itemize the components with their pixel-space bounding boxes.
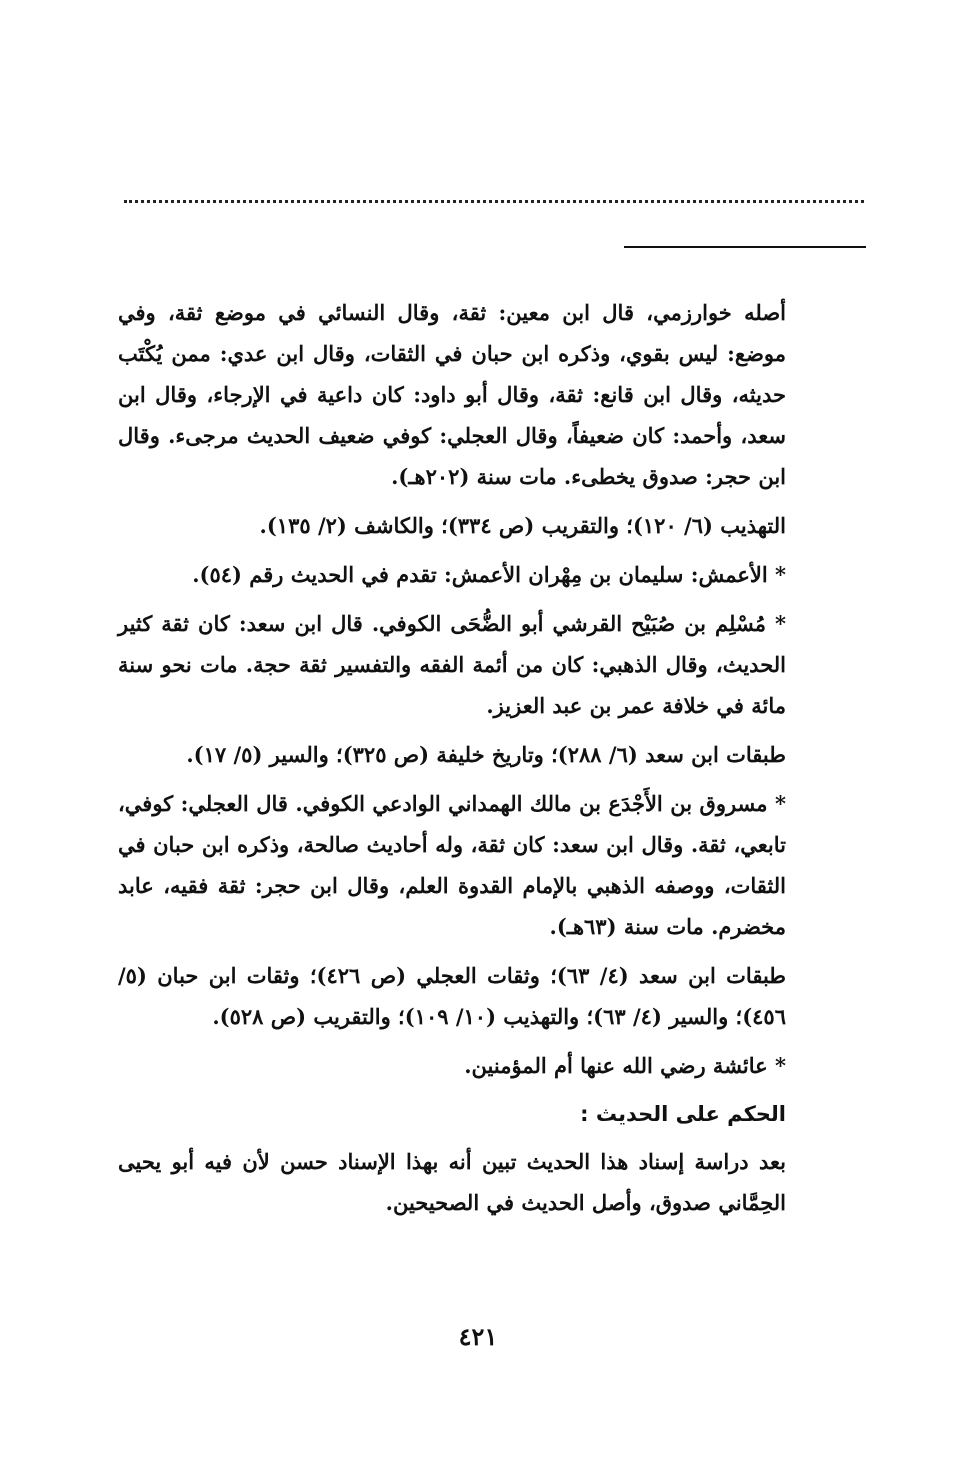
conclusion-paragraph: بعد دراسة إسناد هذا الحديث تبين أنه بهذا الإسناد حسن لأن فيه أبو يحيى الحِمَّاني صدوق، وأصل الحديث في الصحيحين.: [118, 1149, 786, 1215]
narrator-entry-muslim: * مُسْلِم بن صُبَيْح القرشي أبو الضُّحَى الكوفي. قال ابن سعد: كان ثقة كثير الحديث، وقال الذهبي: كان من أئمة الفقه والتفسير ثقة حجة. مات نحو سنة مائة في خلافة عمر بن عبد العزيز.: [118, 611, 786, 718]
narrator-entry-amash: * الأعمش: سليمان بن مِهْران الأعمش: تقدم في الحديث رقم (٥٤).: [192, 562, 786, 587]
main-text: [118, 292, 786, 1231]
references-paragraph: طبقات ابن سعد (٤/ ٦٣)؛ وثقات العجلي (ص ٤٢٦)؛ وثقات ابن حبان (٥/ ٤٥٦)؛ والسير (٤/ ٦٣)؛ والتهذيب (١٠/ ١٠٩)؛ والتقريب (ص ٥٢٨).: [118, 963, 786, 1029]
section-heading: الحكم على الحديث :: [580, 1102, 786, 1126]
narrator-entry-aisha: * عائشة رضي الله عنها أم المؤمنين.: [464, 1053, 786, 1078]
narrator-entry-masruq: * مسروق بن الأَجْدَع بن مالك الهمداني الوادعي الكوفي. قال العجلي: كوفي، تابعي، ثقة. وقال ابن سعد: كان ثقة، وله أحاديث صالحة، وذكره ابن حبان في الثقات، ووصفه الذهبي بالإمام القدوة العلم، وقال ابن حجر: ثقة فقيه، عابد مخضرم. مات سنة (٦٣هـ).: [118, 791, 786, 939]
dotted-separator: [124, 200, 864, 213]
page-number: ٤٢١: [458, 1322, 498, 1351]
footnote-rule: [624, 246, 866, 248]
references-paragraph: التهذيب (٦/ ١٢٠)؛ والتقريب (ص ٣٣٤)؛ والكاشف (٢/ ١٣٥).: [259, 513, 786, 538]
references-paragraph: طبقات ابن سعد (٦/ ٢٨٨)؛ وتاريخ خليفة (ص ٣٢٥)؛ والسير (٥/ ١٧).: [186, 742, 786, 767]
narrator-bio-paragraph: أصله خوارزمي، قال ابن معين: ثقة، وقال النسائي في موضع ثقة، وفي موضع: ليس بقوي، وذكره ابن حبان في الثقات، وقال ابن عدي: ممن يُكْتَب حديثه، وقال ابن قانع: ثقة، وقال أبو داود: كان داعية في الإرجاء، وقال ابن سعد، وأحمد: كان ضعيفاً، وقال العجلي: كوفي ضعيف الحديث مرجىء. وقال ابن حجر: صدوق يخطىء. مات سنة (٢٠٢هـ).: [118, 300, 786, 489]
